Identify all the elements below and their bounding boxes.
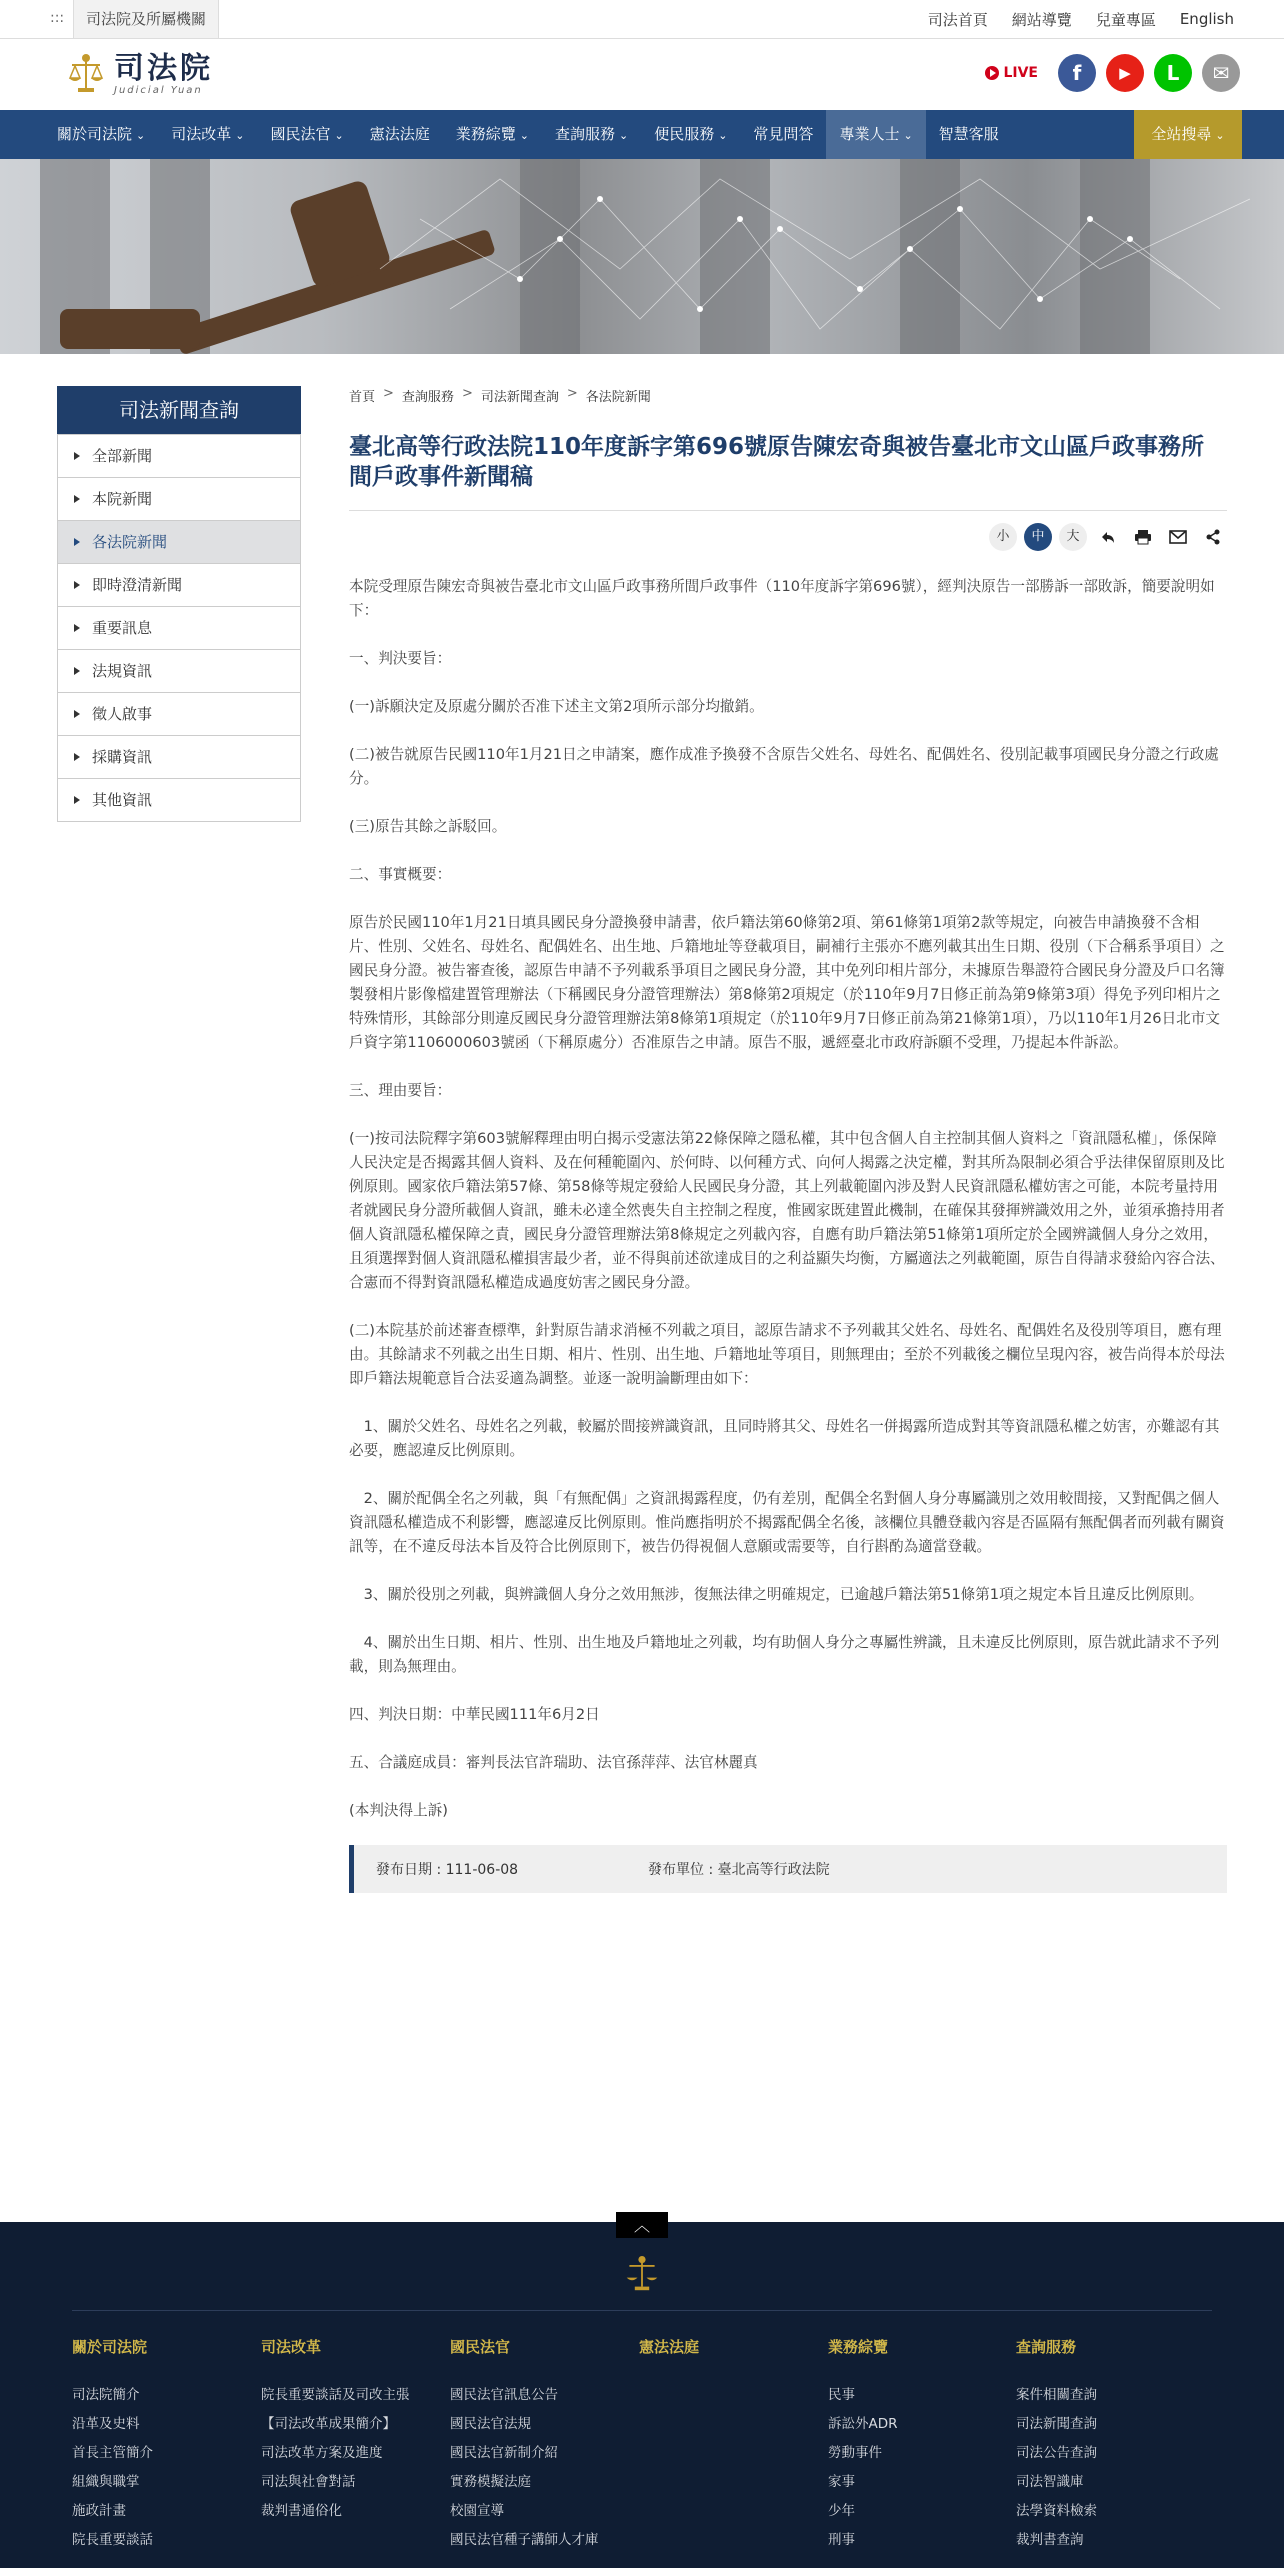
scales-emblem-icon	[624, 2254, 660, 2294]
footer-column-business	[828, 2336, 1008, 2555]
footer-link[interactable]: 沿革及史料	[72, 2416, 140, 2432]
footer-link[interactable]: 司法改革方案及進度	[261, 2445, 383, 2461]
footer-link[interactable]: 國民法官新制介紹	[450, 2445, 558, 2461]
footer-heading[interactable]: 司法改革	[261, 2338, 322, 2356]
footer-link[interactable]: 實務模擬法庭	[450, 2474, 531, 2490]
chevron-down-icon: ⌄	[334, 129, 344, 142]
footer-link[interactable]: 刑事	[828, 2532, 855, 2548]
top-links	[928, 0, 1234, 38]
gavel-network-illustration	[0, 159, 1284, 354]
nav-item-faq[interactable]: 常見問答	[753, 125, 814, 143]
site-header	[0, 40, 1284, 110]
article-paragraph: 2、關於配偶全名之列載，與「有無配偶」之資訊揭露程度，仍有差別，配偶全名對個人身分專屬識別之效用較間接，又對配偶之個人資訊隱私權造成不利影響，應認違反比例原則。惟尚應指明於不揭露配偶全名後，該欄位具體登載內容是否區隔有無配偶者而列載有關資訊等，在不違反母法本旨及符合比例原則下，被告仍得視個人意願或需要等，自行斟酌為適當登載。	[349, 1490, 1225, 1555]
breadcrumb-court-news[interactable]: 各法院新聞	[585, 390, 651, 405]
nav-item-smart-service[interactable]: 智慧客服	[938, 125, 999, 143]
scales-emblem-icon	[66, 52, 106, 96]
article-paragraph: (一)按司法院釋字第603號解釋理由明白揭示受憲法第22條保障之隱私權，其中包含個人自主控制其個人資料之「資訊隱私權」，係保障人民決定是否揭露其個人資料、及在何種範圍內、於何時、以何種方式、向何人揭露之決定權，對其所為限制必須合乎法律保留原則及比例原則。國家依戶籍法第57條、第58條等規定發給人民國民身分證，其上列載範圍內涉及對人民資訊隱私權妨害之可能，本院考量持用者就國民身分證所載個人資訊，雖未必達全然喪失自主控制之程度，惟國家既建置此機制，在確保其發揮辨識效用之外，並須承擔持用者個人資訊隱私權保障之責，國民身分證管理辦法第8條規定之列載內容，自應有助戶籍法第51條第1項所定於全國辨識個人身分之效用，且須選擇對個人資訊隱私權損害最少者，並不得與前述欲達成目的之利益顯失均衡，方屬適法之列載範圍，原告自得請求發給內容合法、合憲而不得對資訊隱私權造成過度妨害之國民身分證。	[349, 1130, 1225, 1291]
site-logo[interactable]	[66, 52, 213, 96]
nav-item-constitutional-court[interactable]: 憲法法庭	[369, 125, 430, 143]
footer-link[interactable]: 法學資料檢索	[1016, 2503, 1097, 2519]
footer-column-query	[1016, 2336, 1196, 2555]
article-paragraph: 三、理由要旨：	[349, 1082, 452, 1099]
footer-link[interactable]: 家事	[828, 2474, 855, 2490]
footer-link[interactable]: 訴訟外ADR	[828, 2416, 898, 2432]
footer-link[interactable]: 院長重要談話及司改主張	[261, 2387, 410, 2403]
article-body	[349, 575, 1227, 1823]
nav-item-professionals[interactable]: 專業人士 ⌄	[826, 110, 925, 159]
footer-heading[interactable]: 憲法法庭	[639, 2338, 700, 2356]
footer-link[interactable]: 裁判書通俗化	[261, 2503, 342, 2519]
footer-divider	[72, 2310, 1212, 2311]
sidebar-item-all-news[interactable]: 全部新聞	[58, 434, 300, 477]
breadcrumb-separator: >	[566, 386, 578, 401]
sitemap-link[interactable]: 網站導覽	[1011, 10, 1072, 29]
affiliates-link[interactable]: 司法院及所屬機關	[73, 0, 219, 38]
chevron-down-icon: ⌄	[903, 129, 913, 142]
footer-link[interactable]: 國民法官法規	[450, 2416, 531, 2432]
sidebar-item-clarification-news[interactable]: 即時澄清新聞	[58, 563, 300, 606]
publish-info	[349, 1845, 1227, 1893]
footer-link[interactable]: 首長主管簡介	[72, 2445, 153, 2461]
breadcrumb-separator: >	[383, 386, 394, 401]
article-paragraph: (一)訴願決定及原處分關於否准下述主文第2項所示部分均撤銷。	[349, 698, 764, 715]
live-link[interactable]	[985, 65, 1038, 81]
english-link[interactable]: English	[1179, 10, 1234, 28]
mail-icon[interactable]	[1164, 523, 1192, 551]
footer-heading[interactable]: 國民法官	[450, 2338, 511, 2356]
page-title: 臺北高等行政法院110年度訴字第696號原告陳宏奇與被告臺北市文山區戶政事務所間戶政事件新聞稿	[349, 434, 1205, 490]
hero-banner	[0, 159, 1284, 354]
line-icon[interactable]: L	[1154, 54, 1192, 92]
footer-heading[interactable]: 業務綜覽	[828, 2338, 889, 2356]
footer-link[interactable]: 司法與社會對話	[261, 2474, 356, 2490]
sidebar	[57, 386, 301, 822]
home-link[interactable]: 司法首頁	[927, 10, 988, 29]
nav-item-about[interactable]: 關於司法院 ⌄	[57, 125, 146, 143]
menu-dots-icon[interactable]: :::	[50, 10, 65, 26]
email-icon[interactable]: ✉	[1202, 54, 1240, 92]
footer-link[interactable]: 校園宣導	[450, 2503, 504, 2519]
chevron-down-icon: ⌄	[1215, 129, 1225, 142]
footer-link[interactable]: 少年	[828, 2503, 855, 2519]
article-paragraph: (本判決得上訴)	[349, 1802, 448, 1819]
chevron-down-icon: ⌄	[618, 129, 629, 142]
print-icon[interactable]	[1129, 523, 1157, 551]
sidebar-title: 司法新聞查詢	[57, 386, 301, 434]
article-paragraph: (二)本院基於前述審查標準，針對原告請求消極不列載之項目，認原告請求不予列載其父姓名、母姓名、配偶姓名及役別等項目，應有理由。其餘請求不列載之出生日期、相片、性別、出生地、戶籍地址等項目，則無理由；至於不列載後之欄位呈現內容，被告尚得本於母法即戶籍法規範意旨合法妥適為調整。並逐一說明論斷理由如下：	[349, 1322, 1225, 1387]
footer-link[interactable]: 案件相關查詢	[1016, 2387, 1097, 2403]
breadcrumb-separator: >	[461, 386, 473, 401]
back-to-top-button[interactable]: ︿	[616, 2212, 668, 2238]
sidebar-item-recruitment[interactable]: 徵人啟事	[58, 692, 300, 735]
article-paragraph: (二)被告就原告民國110年1月21日之申請案，應作成准予換發不含原告父姓名、母姓名、配偶姓名、役別記載事項國民身分證之行政處分。	[349, 746, 1219, 787]
back-icon[interactable]	[1094, 523, 1122, 551]
breadcrumb-home[interactable]: 首頁	[349, 390, 376, 405]
nav-item-judicial-reform[interactable]: 司法改革 ⌄	[171, 125, 245, 143]
kids-zone-link[interactable]: 兒童專區	[1095, 10, 1156, 29]
footer-link[interactable]: 國民法官訊息公告	[450, 2387, 558, 2403]
nav-item-services[interactable]: 便民服務 ⌄	[654, 125, 728, 143]
sidebar-item-important-notices[interactable]: 重要訊息	[58, 606, 300, 649]
footer-link[interactable]: 院長重要談話	[72, 2532, 153, 2548]
top-utility-bar	[0, 0, 1284, 39]
nav-item-business[interactable]: 業務綜覽 ⌄	[455, 125, 529, 143]
footer-column-reform	[261, 2336, 441, 2526]
sidebar-item-yuan-news[interactable]: 本院新聞	[58, 477, 300, 520]
play-icon	[985, 66, 999, 80]
title-divider	[349, 510, 1227, 511]
footer-link[interactable]: 【司法改革成果簡介】	[261, 2416, 396, 2432]
footer-link[interactable]: 司法智識庫	[1016, 2474, 1084, 2490]
main-content	[349, 386, 1227, 1893]
article-paragraph: 二、事實概要：	[349, 866, 452, 883]
article-paragraph: 4、關於出生日期、相片、性別、出生地及戶籍地址之列載，均有助個人身分之專屬性辨識，且未違反比例原則，原告就此請求不予列載，則為無理由。	[349, 1634, 1220, 1675]
logo-title: 司法院	[114, 50, 213, 86]
sidebar-item-regulations[interactable]: 法規資訊	[58, 649, 300, 692]
logo-subtitle: Judicial Yuan	[114, 84, 203, 96]
article-paragraph: 本院受理原告陳宏奇與被告臺北市文山區戶政事務所間戶政事件（110年度訴字第696號），經判決原告一部勝訴一部敗訴，簡要說明如下：	[349, 578, 1215, 619]
facebook-icon[interactable]: f	[1058, 54, 1096, 92]
font-size-medium-button[interactable]: 中	[1024, 523, 1052, 551]
main-nav	[0, 110, 1284, 159]
nav-item-query[interactable]: 查詢服務 ⌄	[554, 125, 629, 143]
footer-link[interactable]: 裁判書查詢	[1016, 2532, 1084, 2548]
article-paragraph: 3、關於役別之列載，與辨識個人身分之效用無涉，復無法律之明確規定，已逾越戶籍法第51條第1項之規定本旨且違反比例原則。	[349, 1586, 1204, 1603]
article-paragraph: 五、合議庭成員：審判長法官許瑞助、法官孫萍萍、法官林麗真	[349, 1754, 758, 1771]
breadcrumb-query-services[interactable]: 查詢服務	[401, 390, 454, 405]
footer-column-constitutional-court	[639, 2336, 819, 2381]
chevron-down-icon: ⌄	[519, 129, 529, 142]
social-links	[985, 54, 1240, 92]
footer-column-about	[72, 2336, 252, 2555]
footer-link[interactable]: 國民法官種子講師人才庫	[450, 2532, 599, 2548]
chevron-down-icon: ⌄	[235, 129, 245, 142]
chevron-down-icon: ⌄	[136, 129, 146, 142]
youtube-icon[interactable]: ▶	[1106, 54, 1144, 92]
article-paragraph: 四、判決日期：中華民國111年6月2日	[349, 1706, 600, 1723]
sidebar-item-procurement[interactable]: 採購資訊	[58, 735, 300, 778]
footer-link[interactable]: 施政計畫	[72, 2503, 126, 2519]
footer-heading[interactable]: 關於司法院	[72, 2338, 148, 2356]
article-paragraph: 1、關於父姓名、母姓名之列載，較屬於間接辨識資訊，且同時將其父、母姓名一併揭露所造成對其等資訊隱私權之妨害，亦難認有其必要，應認違反比例原則。	[349, 1418, 1220, 1459]
publish-date: 發布日期 : 111-06-08	[376, 1862, 519, 1878]
share-icon[interactable]	[1199, 523, 1227, 551]
footer-link[interactable]: 司法新聞查詢	[1016, 2416, 1097, 2432]
footer-link[interactable]: 民事	[828, 2387, 855, 2403]
article-toolbar	[349, 521, 1227, 553]
article-paragraph: 一、判決要旨：	[349, 650, 452, 667]
footer-link[interactable]: 勞動事件	[828, 2445, 882, 2461]
chevron-down-icon: ⌄	[718, 129, 728, 142]
footer-heading[interactable]: 查詢服務	[1016, 2338, 1077, 2356]
font-size-large-button[interactable]: 大	[1059, 523, 1087, 551]
breadcrumb	[349, 386, 1227, 408]
sidebar-item-other[interactable]: 其他資訊	[58, 778, 300, 821]
footer-link[interactable]: 司法公告查詢	[1016, 2445, 1097, 2461]
article-paragraph: 原告於民國110年1月21日填具國民身分證換發申請書，依戶籍法第60條第2項、第61條第1項第2款等規定，向被告申請換發不含相片、性別、父姓名、母姓名、配偶姓名、出生地、戶籍地址等登載項目，嗣補行主張亦不應列載其出生日期、役別（下合稱系爭項目）之國民身分證。被告審查後，認原告申請不予列載系爭項目之國民身分證，其中免列印相片部分，未據原告舉證符合國民身分證及戶口名簿製發相片影像檔建置管理辦法（下稱國民身分證管理辦法）第8條第2項規定（於110年9月7日修正前為第9條第3項）得免予列印相片之特殊情形，其餘部分則違反國民身分證管理辦法第8條第1項規定（於110年9月7日修正前為第21條第1項），乃以110年1月26日北市文戶資字第1106000603號函（下稱原處分）否准原告之申請。原告不服，遞經臺北市政府訴願不受理，乃提起本件訴訟。	[349, 914, 1225, 1051]
footer-link[interactable]: 組織與職掌	[72, 2474, 140, 2490]
publish-unit: 發布單位 : 臺北高等行政法院	[648, 1862, 830, 1878]
live-label: LIVE	[1003, 65, 1038, 81]
sidebar-item-court-news[interactable]: 各法院新聞	[58, 520, 300, 563]
footer-column-citizen-judges	[450, 2336, 630, 2555]
sidebar-menu	[57, 434, 301, 822]
breadcrumb-news-query[interactable]: 司法新聞查詢	[480, 390, 559, 405]
footer-link[interactable]: 司法院簡介	[72, 2387, 140, 2403]
font-size-small-button[interactable]: 小	[989, 523, 1017, 551]
site-search-button[interactable]: 全站搜尋 ⌄	[1134, 110, 1242, 159]
article-paragraph: (三)原告其餘之訴駁回。	[349, 818, 507, 835]
site-footer	[0, 2222, 1284, 2568]
nav-item-citizen-judges[interactable]: 國民法官 ⌄	[270, 125, 344, 143]
